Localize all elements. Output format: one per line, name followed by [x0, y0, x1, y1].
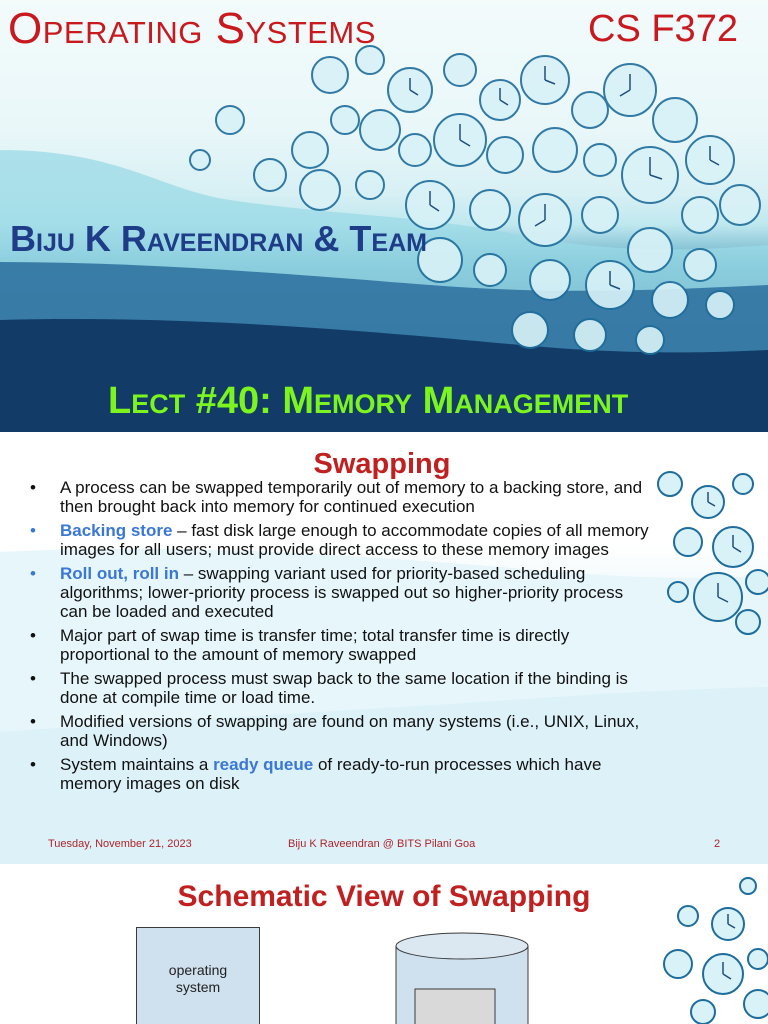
list-item: • Major part of swap time is transfer time; total transfer time is directly proportional to the amount of memory swapped	[30, 626, 650, 664]
title-slide	[0, 0, 768, 432]
list-item: • Modified versions of swapping are found on many systems (i.e., UNIX, Linux, and Windows)	[30, 712, 650, 750]
list-item: • The swapped process must swap back to the same location if the binding is done at compile time or load time.	[30, 669, 650, 707]
slide-title: Schematic View of Swapping	[177, 880, 591, 913]
page-number: 2	[714, 838, 721, 850]
keyword: Backing store	[60, 521, 173, 540]
list-item: • Backing store – fast disk large enough to accommodate copies of all memory images for all users; must provide direct access to these memory images	[30, 521, 650, 559]
lecture-title: Lect #40: Memory Management	[108, 380, 629, 422]
schematic-slide	[0, 864, 768, 1024]
swapping-slide	[0, 432, 768, 864]
main-memory-box	[136, 927, 260, 1024]
backing-store-disk	[395, 932, 529, 1024]
clock-head-illustration	[0, 0, 768, 432]
author-heading: Biju K Raveendran & Team	[10, 218, 427, 259]
keyword: ready queue	[213, 755, 314, 774]
footer-date: Tuesday, November 21, 2023	[48, 838, 192, 850]
list-item: • A process can be swapped temporarily out of memory to a backing store, and then brought back into memory for continued execution	[30, 478, 650, 516]
course-code: CS F372	[588, 8, 738, 50]
list-item: • System maintains a ready queue of ready-to-run processes which have memory images on disk	[30, 755, 650, 793]
course-title: Operating Systems	[8, 4, 376, 53]
bullet-list	[30, 478, 650, 798]
list-item: • Roll out, roll in – swapping variant used for priority-based scheduling algorithms; lower-priority process is swapped out so higher-priority process can be loaded and executed	[30, 564, 650, 621]
os-label: operating system	[168, 962, 228, 995]
slide-title: Swapping	[313, 448, 451, 480]
footer-author: Biju K Raveendran @ BITS Pilani Goa	[288, 838, 476, 850]
keyword: Roll out, roll in	[60, 564, 179, 583]
